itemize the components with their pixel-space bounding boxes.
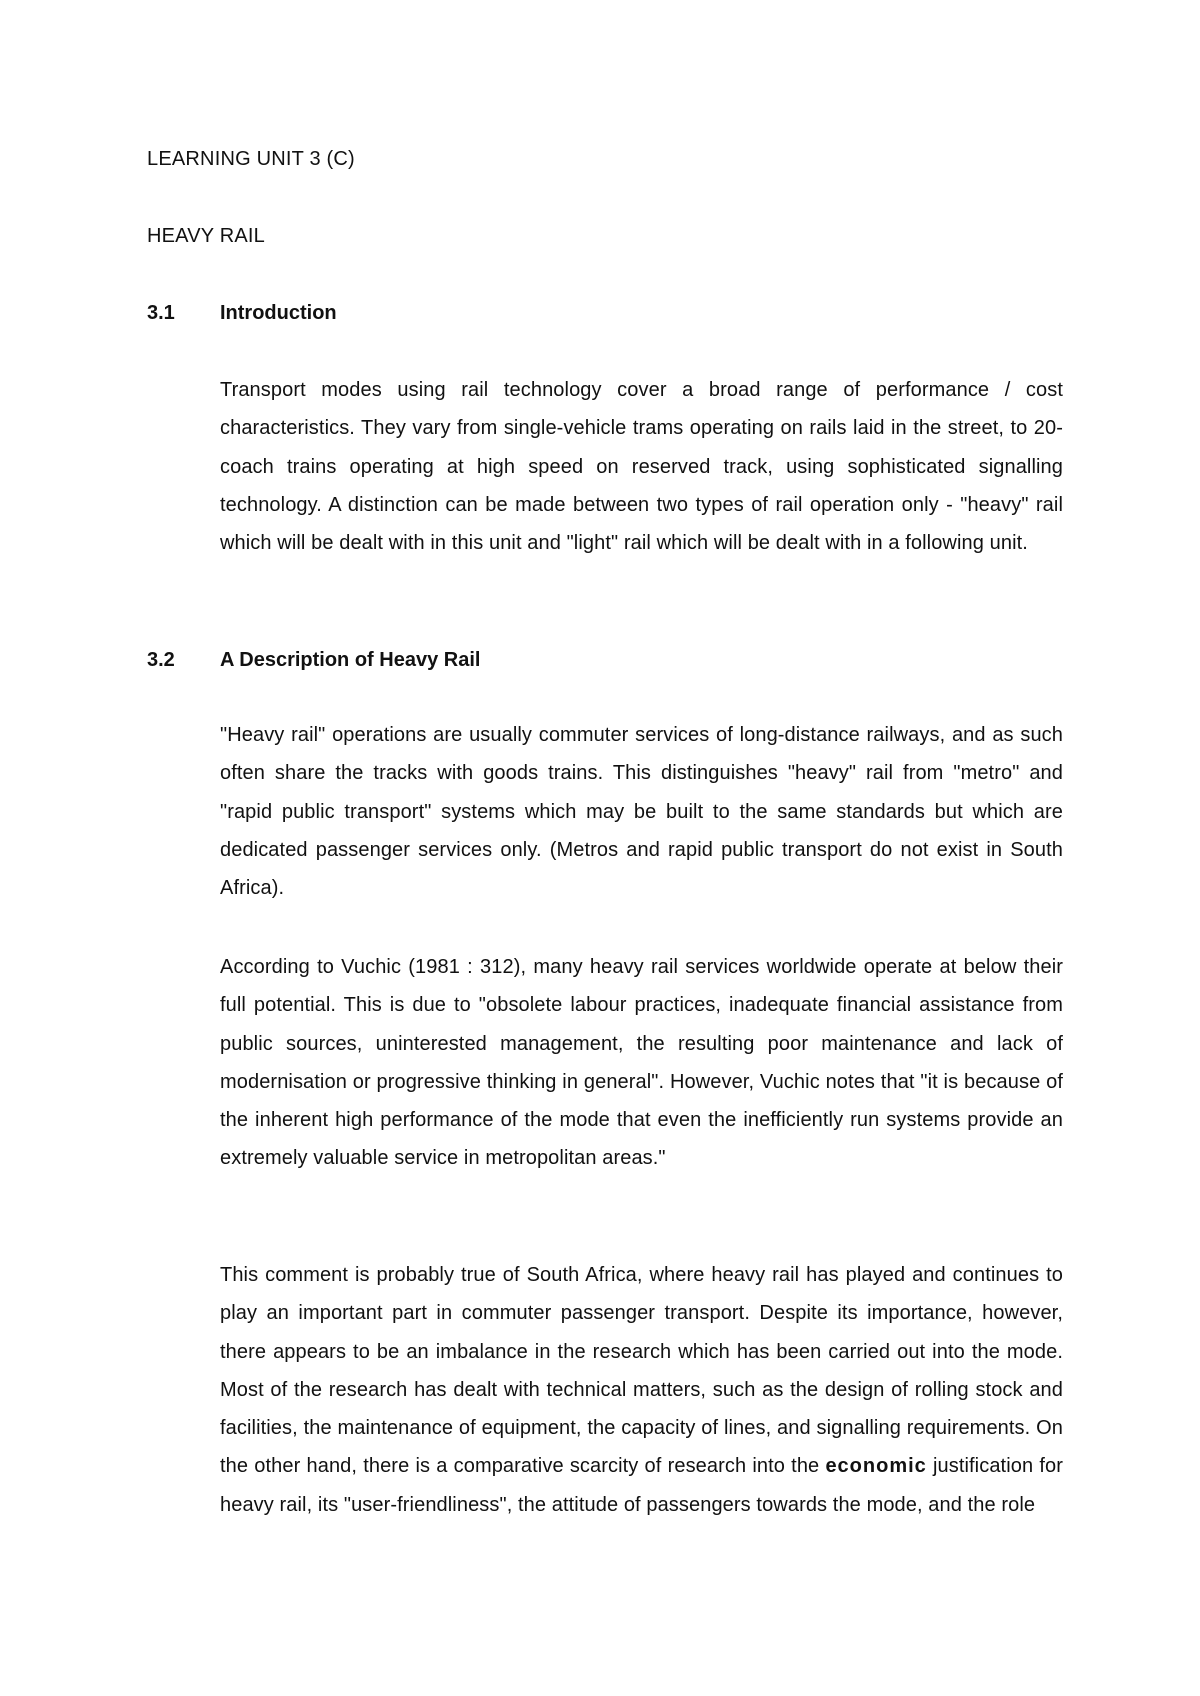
description-paragraph-1: "Heavy rail" operations are usually commuter services of long-distance railways, and as such often share the tracks with goods trains. This distinguishes "heavy" rail from "metro" and "rapid public transport" systems which may be built to the same standards but which are dedicated passenger services only. (Metros and rapid public transport do not exist in South Africa).: [220, 724, 1063, 900]
section-number: 3.2: [147, 649, 175, 671]
paragraph-text: This comment is probably true of South Africa, where heavy rail has played and continues to play an important part in commuter passenger transport. Despite its importance, however, there appears to be an imbalance in the research which has been carried out into the mode. Most of the research has dealt with technical matters, such as the design of rolling stock and facilities, the maintenance of equipment, the capacity of lines, and signalling requirements. On the other hand, there is a comparative scarcity of research into the: [220, 1264, 1063, 1478]
section-title: A Description of Heavy Rail: [220, 649, 481, 671]
section-heading-description: [147, 648, 480, 672]
section-title: Introduction: [220, 302, 337, 324]
description-paragraph-2: According to Vuchic (1981 : 312), many heavy rail services worldwide operate at below their full potential. This is due to "obsolete labour practices, inadequate financial assistance from public sources, uninterested management, the resulting poor maintenance and lack of modernisation or progressive thinking in general". However, Vuchic notes that "it is because of the inherent high performance of the mode that even the inefficiently run systems provide an extremely valuable service in metropolitan areas.": [220, 956, 1063, 1170]
unit-title: LEARNING UNIT 3 (C): [147, 148, 355, 170]
intro-paragraph: Transport modes using rail technology cover a broad range of performance / cost characteristics. They vary from single-vehicle trams operating on rails laid in the street, to 20-coach trains operating at high speed on reserved track, using sophisticated signalling technology. A distinction can be made between two types of rail operation only - "heavy" rail which will be dealt with in this unit and "light" rail which will be dealt with in a following unit.: [220, 379, 1063, 555]
section-number: 3.1: [147, 302, 175, 324]
document-title: HEAVY RAIL: [147, 225, 265, 247]
emphasized-word: economic: [825, 1455, 927, 1478]
paragraph-text: justification for heavy rail, its "user-friendliness", the attitude of passengers towards the mode, and the role: [220, 1455, 1063, 1516]
section-heading-introduction: [147, 301, 337, 325]
description-paragraph-3: [220, 1256, 1063, 1524]
